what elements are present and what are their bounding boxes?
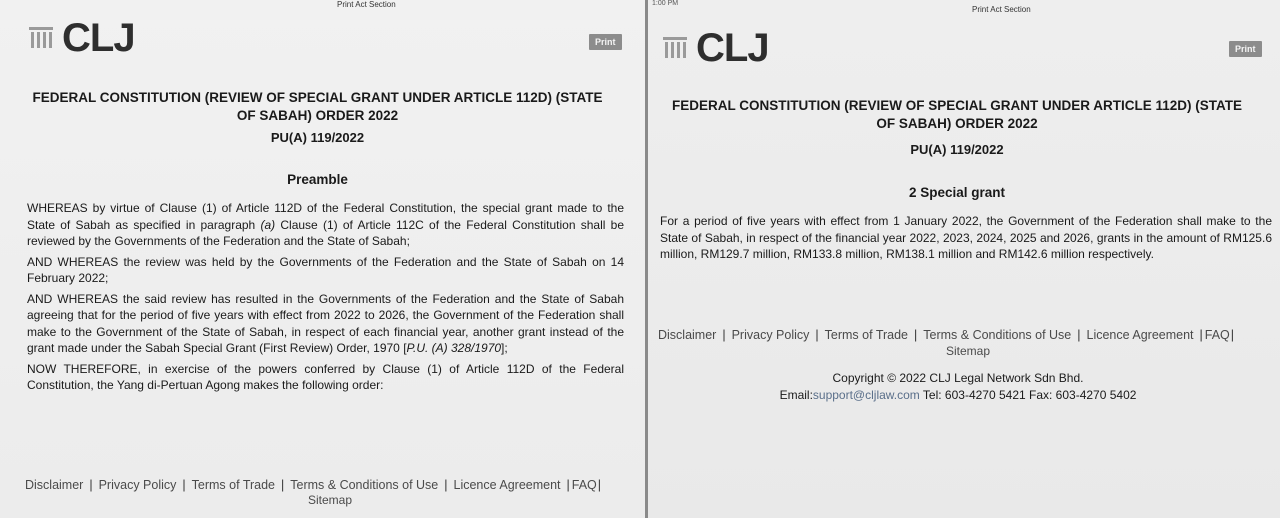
licence-agreement-link[interactable]: Licence Agreement — [453, 478, 561, 492]
disclaimer-link[interactable]: Disclaimer — [658, 328, 717, 342]
terms-of-trade-link[interactable]: Terms of Trade — [191, 478, 276, 492]
print-act-section-label[interactable]: Print Act Section — [337, 0, 396, 9]
logo-text: CLJ — [696, 26, 769, 70]
preamble-paragraph-2: AND WHEREAS the review was held by the Governments of the Federation and the State of Sabah on 14 February 2022; — [27, 254, 624, 285]
preamble-paragraph-3: AND WHEREAS the said review has resulted in the Governments of the Federation and the State of Sabah agreeing that for the period of five years with effect from 2022 to 2026, the Government of the Federation shall make to the Government of the State of Sabah, in respect of each financial year, another grant instead of the grant made under the Sabah Special Grant (First Review) Order, 1970 [P.U. (A) 328/1970]; — [27, 291, 624, 355]
logo-text: CLJ — [62, 16, 135, 60]
preamble-heading: Preamble — [287, 172, 348, 187]
clj-logo[interactable] — [662, 28, 769, 68]
right-page — [648, 0, 1280, 518]
copyright-block — [728, 370, 1188, 404]
faq-link[interactable]: FAQ — [1204, 328, 1230, 342]
act-title-line-1: FEDERAL CONSTITUTION (REVIEW OF SPECIAL GRANT UNDER ARTICLE 112D) (STATE — [671, 98, 1243, 113]
pillar-logo-icon — [662, 35, 688, 61]
licence-agreement-link[interactable]: Licence Agreement — [1086, 328, 1194, 342]
special-grant-body — [660, 213, 1272, 267]
privacy-policy-link[interactable]: Privacy Policy — [98, 478, 177, 492]
status-time: 1:00 PM — [652, 0, 679, 7]
contact-line — [728, 387, 1188, 404]
act-title-line-2: OF SABAH) ORDER 2022 — [236, 108, 399, 123]
email-label: Email: — [779, 388, 813, 402]
print-button[interactable]: Print — [1229, 41, 1262, 57]
special-grant-paragraph: For a period of five years with effect from 1 January 2022, the Government of the Federation shall make to the State of Sabah, in respect of the financial year 2022, 2023, 2024, 2025 and 2026, grants in the amount of RM125.6 million, RM129.7 million, RM133.8 million, RM138.1 million and RM142.6 million respectively. — [660, 214, 1272, 261]
preamble-paragraph-4: NOW THEREFORE, in exercise of the powers conferred by Clause (1) of Article 112D of the Federal Constitution, the Yang di-Pertuan Agong makes the following order: — [27, 361, 624, 392]
print-button[interactable]: Print — [589, 34, 622, 50]
clj-logo[interactable] — [28, 18, 135, 58]
sitemap-link[interactable]: Sitemap — [307, 493, 353, 507]
privacy-policy-link[interactable]: Privacy Policy — [731, 328, 810, 342]
act-title-line-2: OF SABAH) ORDER 2022 — [876, 116, 1038, 131]
print-act-section-label[interactable]: Print Act Section — [972, 5, 1031, 14]
terms-of-trade-link[interactable]: Terms of Trade — [824, 328, 909, 342]
act-title-line-1: FEDERAL CONSTITUTION (REVIEW OF SPECIAL GRANT UNDER ARTICLE 112D) (STATE — [32, 90, 603, 105]
disclaimer-link[interactable]: Disclaimer — [25, 478, 84, 492]
faq-link[interactable]: FAQ — [571, 478, 597, 492]
pua-number: PU(A) 119/2022 — [270, 130, 365, 145]
pillar-logo-icon — [28, 25, 54, 51]
phone-fax-text: Tel: 603-4270 5421 Fax: 603-4270 5402 — [919, 388, 1137, 402]
special-grant-heading: 2 Special grant — [908, 185, 1006, 200]
copyright-text: Copyright © 2022 CLJ Legal Network Sdn Bhd. — [832, 371, 1084, 385]
email-link[interactable]: support@cljlaw.com — [812, 388, 920, 402]
preamble-paragraph-1: WHEREAS by virtue of Clause (1) of Article 112D of the Federal Constitution, the special grant made to the State of Sabah as specified in paragraph (a) Clause (1) of Article 112C of the Federal Constitution shall be reviewed by the Governments of the Federation and the State of Sabah; — [27, 201, 625, 248]
terms-conditions-link[interactable]: Terms & Conditions of Use — [923, 328, 1072, 342]
preamble-body — [27, 200, 624, 398]
terms-conditions-link[interactable]: Terms & Conditions of Use — [290, 478, 439, 492]
footer-links: Disclaimer | Privacy Policy | Terms of Trade | Terms & Conditions of Use | Licence Agreement | FAQ | — [658, 328, 1235, 342]
sitemap-link[interactable]: Sitemap — [945, 344, 991, 358]
act-title — [10, 89, 625, 125]
footer-links: Disclaimer | Privacy Policy | Terms of Trade | Terms & Conditions of Use | Licence Agreement | FAQ | — [25, 478, 602, 492]
pua-number: PU(A) 119/2022 — [910, 142, 1004, 157]
act-title — [652, 97, 1262, 133]
